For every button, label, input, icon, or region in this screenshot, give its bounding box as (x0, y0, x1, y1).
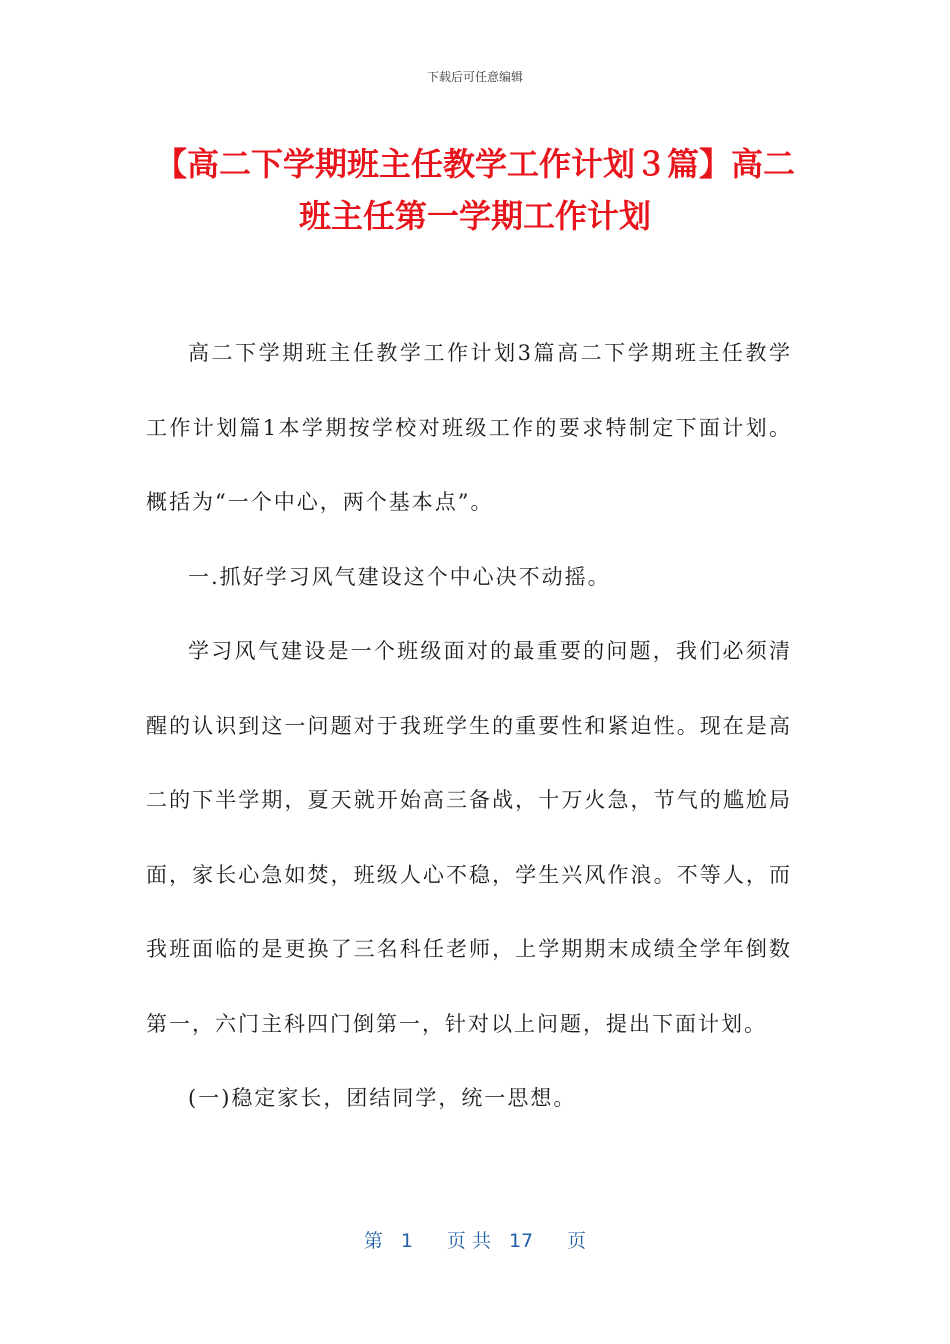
paragraph: (一)稳定家长，团结同学，统一思想。 (188, 1086, 577, 1110)
page-suffix: 页 (567, 1230, 587, 1252)
document-body (146, 316, 792, 1136)
current-page: 1 (400, 1230, 413, 1252)
paragraph: 高二下学期班主任教学工作计划3篇高二下学期班主任教学工作计划篇1本学期按学校对班级工作的要求特制定下面计划。概括为“一个中心，两个基本点”。 (146, 341, 792, 514)
paragraph: 学习风气建设是一个班级面对的最重要的问题，我们必须清醒的认识到这一问题对于我班学生的重要性和紧迫性。现在是高二的下半学期，夏天就开始高三备战，十万火急，节气的尴尬局面，家长心急如焚，班级人心不稳，学生兴风作浪。不等人，而我班面临的是更换了三名科任老师，上学期期末成绩全学年倒数第一，六门主科四门倒第一，针对以上问题，提出下面计划。 (146, 639, 792, 1036)
page-mid: 页 共 (446, 1230, 491, 1252)
page-prefix: 第 (363, 1230, 383, 1252)
document-title: 【高二下学期班主任教学工作计划３篇】高二班主任第一学期工作计划 (154, 145, 795, 235)
page-number-footer (0, 1226, 950, 1253)
total-pages: 17 (508, 1230, 534, 1252)
paragraph: 一.抓好学习风气建设这个中心决不动摇。 (188, 564, 611, 589)
header-note: 下载后可任意编辑 (426, 70, 523, 84)
